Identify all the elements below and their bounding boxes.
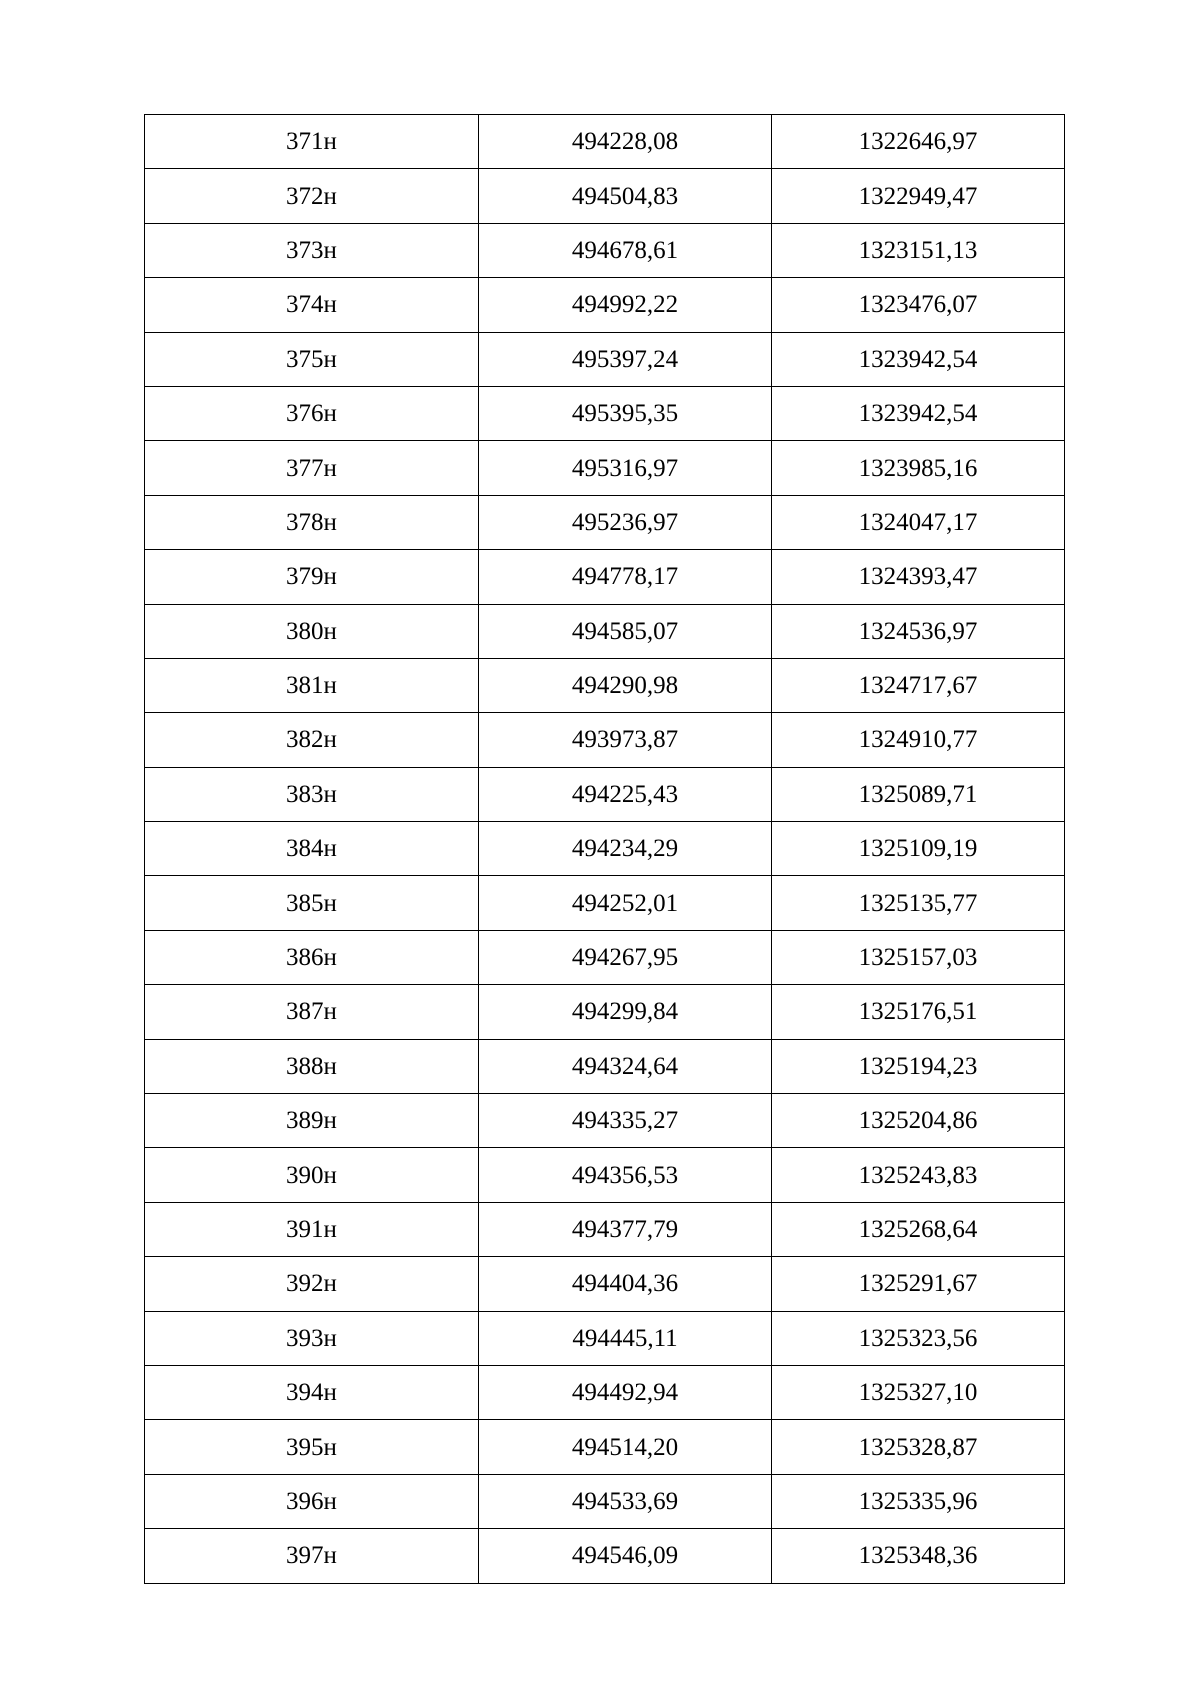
table-row bbox=[145, 985, 1065, 1039]
point-number-cell: 397н bbox=[145, 1529, 479, 1583]
point-number-cell: 379н bbox=[145, 550, 479, 604]
point-number-cell: 381н bbox=[145, 658, 479, 712]
x-coordinate-cell: 494504,83 bbox=[479, 169, 772, 223]
y-coordinate-cell: 1322949,47 bbox=[772, 169, 1065, 223]
point-number-cell: 394н bbox=[145, 1365, 479, 1419]
x-coordinate-cell: 494290,98 bbox=[479, 658, 772, 712]
x-coordinate-cell: 494546,09 bbox=[479, 1529, 772, 1583]
x-coordinate-cell: 495236,97 bbox=[479, 495, 772, 549]
point-number-cell: 378н bbox=[145, 495, 479, 549]
table-row bbox=[145, 1365, 1065, 1419]
y-coordinate-cell: 1325204,86 bbox=[772, 1094, 1065, 1148]
x-coordinate-cell: 494778,17 bbox=[479, 550, 772, 604]
x-coordinate-cell: 494324,64 bbox=[479, 1039, 772, 1093]
y-coordinate-cell: 1323942,54 bbox=[772, 386, 1065, 440]
point-number-cell: 384н bbox=[145, 822, 479, 876]
x-coordinate-cell: 495395,35 bbox=[479, 386, 772, 440]
x-coordinate-cell: 494228,08 bbox=[479, 115, 772, 169]
y-coordinate-cell: 1323985,16 bbox=[772, 441, 1065, 495]
x-coordinate-cell: 495316,97 bbox=[479, 441, 772, 495]
y-coordinate-cell: 1325135,77 bbox=[772, 876, 1065, 930]
point-number-cell: 372н bbox=[145, 169, 479, 223]
table-row bbox=[145, 1420, 1065, 1474]
table-row bbox=[145, 1311, 1065, 1365]
x-coordinate-cell: 494514,20 bbox=[479, 1420, 772, 1474]
x-coordinate-cell: 494585,07 bbox=[479, 604, 772, 658]
y-coordinate-cell: 1323476,07 bbox=[772, 278, 1065, 332]
x-coordinate-cell: 494252,01 bbox=[479, 876, 772, 930]
point-number-cell: 377н bbox=[145, 441, 479, 495]
point-number-cell: 393н bbox=[145, 1311, 479, 1365]
x-coordinate-cell: 494225,43 bbox=[479, 767, 772, 821]
y-coordinate-cell: 1325268,64 bbox=[772, 1202, 1065, 1256]
y-coordinate-cell: 1325323,56 bbox=[772, 1311, 1065, 1365]
x-coordinate-cell: 494445,11 bbox=[479, 1311, 772, 1365]
point-number-cell: 386н bbox=[145, 930, 479, 984]
point-number-cell: 375н bbox=[145, 332, 479, 386]
point-number-cell: 383н bbox=[145, 767, 479, 821]
point-number-cell: 385н bbox=[145, 876, 479, 930]
y-coordinate-cell: 1325291,67 bbox=[772, 1257, 1065, 1311]
point-number-cell: 391н bbox=[145, 1202, 479, 1256]
y-coordinate-cell: 1325089,71 bbox=[772, 767, 1065, 821]
x-coordinate-cell: 494492,94 bbox=[479, 1365, 772, 1419]
y-coordinate-cell: 1325194,23 bbox=[772, 1039, 1065, 1093]
y-coordinate-cell: 1322646,97 bbox=[772, 115, 1065, 169]
x-coordinate-cell: 494356,53 bbox=[479, 1148, 772, 1202]
x-coordinate-cell: 494335,27 bbox=[479, 1094, 772, 1148]
table-row bbox=[145, 332, 1065, 386]
table-row bbox=[145, 441, 1065, 495]
table-row bbox=[145, 550, 1065, 604]
table-row bbox=[145, 1039, 1065, 1093]
table-row bbox=[145, 1202, 1065, 1256]
table-row bbox=[145, 115, 1065, 169]
y-coordinate-cell: 1324393,47 bbox=[772, 550, 1065, 604]
table-row bbox=[145, 169, 1065, 223]
y-coordinate-cell: 1325176,51 bbox=[772, 985, 1065, 1039]
y-coordinate-cell: 1325243,83 bbox=[772, 1148, 1065, 1202]
y-coordinate-cell: 1324047,17 bbox=[772, 495, 1065, 549]
table-row bbox=[145, 713, 1065, 767]
point-number-cell: 376н bbox=[145, 386, 479, 440]
x-coordinate-cell: 494267,95 bbox=[479, 930, 772, 984]
point-number-cell: 374н bbox=[145, 278, 479, 332]
table-row bbox=[145, 1094, 1065, 1148]
y-coordinate-cell: 1324536,97 bbox=[772, 604, 1065, 658]
y-coordinate-cell: 1323942,54 bbox=[772, 332, 1065, 386]
y-coordinate-cell: 1324910,77 bbox=[772, 713, 1065, 767]
point-number-cell: 396н bbox=[145, 1474, 479, 1528]
x-coordinate-cell: 493973,87 bbox=[479, 713, 772, 767]
point-number-cell: 388н bbox=[145, 1039, 479, 1093]
x-coordinate-cell: 494377,79 bbox=[479, 1202, 772, 1256]
point-number-cell: 387н bbox=[145, 985, 479, 1039]
table-row bbox=[145, 930, 1065, 984]
point-number-cell: 380н bbox=[145, 604, 479, 658]
table-row bbox=[145, 1148, 1065, 1202]
table-row bbox=[145, 822, 1065, 876]
table-row bbox=[145, 658, 1065, 712]
x-coordinate-cell: 494404,36 bbox=[479, 1257, 772, 1311]
table-row bbox=[145, 278, 1065, 332]
x-coordinate-cell: 494533,69 bbox=[479, 1474, 772, 1528]
point-number-cell: 371н bbox=[145, 115, 479, 169]
table-row bbox=[145, 876, 1065, 930]
x-coordinate-cell: 494299,84 bbox=[479, 985, 772, 1039]
y-coordinate-cell: 1325328,87 bbox=[772, 1420, 1065, 1474]
table-row bbox=[145, 386, 1065, 440]
table-row bbox=[145, 1257, 1065, 1311]
table-row bbox=[145, 495, 1065, 549]
coordinates-table bbox=[144, 114, 1065, 1584]
y-coordinate-cell: 1325157,03 bbox=[772, 930, 1065, 984]
y-coordinate-cell: 1325348,36 bbox=[772, 1529, 1065, 1583]
y-coordinate-cell: 1325109,19 bbox=[772, 822, 1065, 876]
point-number-cell: 395н bbox=[145, 1420, 479, 1474]
y-coordinate-cell: 1323151,13 bbox=[772, 223, 1065, 277]
table-row bbox=[145, 604, 1065, 658]
x-coordinate-cell: 494234,29 bbox=[479, 822, 772, 876]
table-row bbox=[145, 1474, 1065, 1528]
y-coordinate-cell: 1324717,67 bbox=[772, 658, 1065, 712]
table-row bbox=[145, 223, 1065, 277]
table-row bbox=[145, 767, 1065, 821]
x-coordinate-cell: 494992,22 bbox=[479, 278, 772, 332]
point-number-cell: 389н bbox=[145, 1094, 479, 1148]
x-coordinate-cell: 495397,24 bbox=[479, 332, 772, 386]
point-number-cell: 392н bbox=[145, 1257, 479, 1311]
y-coordinate-cell: 1325335,96 bbox=[772, 1474, 1065, 1528]
point-number-cell: 382н bbox=[145, 713, 479, 767]
point-number-cell: 390н bbox=[145, 1148, 479, 1202]
point-number-cell: 373н bbox=[145, 223, 479, 277]
table-row bbox=[145, 1529, 1065, 1583]
y-coordinate-cell: 1325327,10 bbox=[772, 1365, 1065, 1419]
coordinates-table-body bbox=[145, 115, 1065, 1584]
x-coordinate-cell: 494678,61 bbox=[479, 223, 772, 277]
